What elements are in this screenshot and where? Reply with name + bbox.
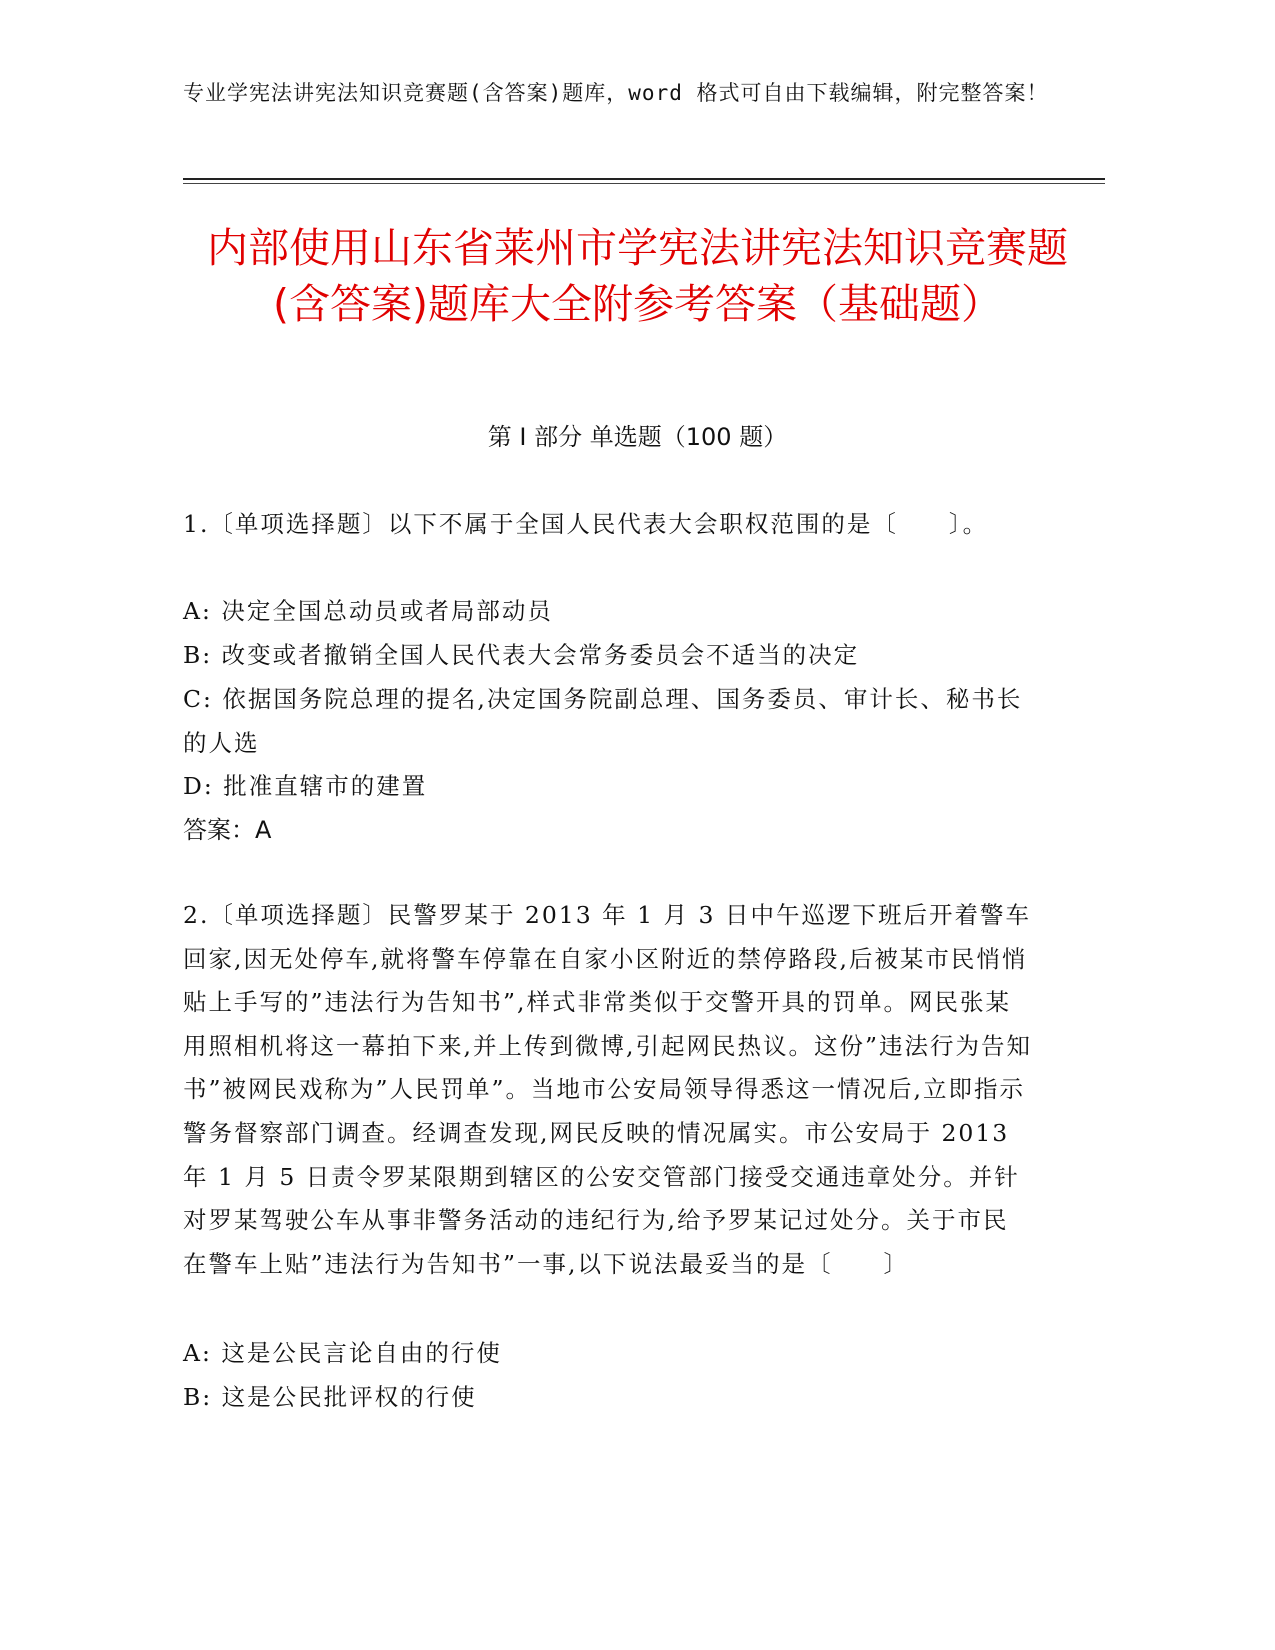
header-rule-thin (183, 183, 1105, 184)
header-rule-thick (183, 178, 1105, 180)
option-a: A: 这是公民言论自由的行使 (183, 1339, 502, 1367)
section-title: 第 I 部分 单选题（100 题） (487, 423, 788, 451)
option-d: D: 批准直辖市的建置 (183, 772, 428, 800)
option-b: B: 改变或者撤销全国人民代表大会常务委员会不适当的决定 (183, 641, 860, 669)
page-header: 专业学宪法讲宪法知识竞赛题(含答案)题库，word 格式可自由下载编辑，附完整答案！ (183, 81, 1049, 105)
option-a: A: 决定全国总动员或者局部动员 (183, 597, 553, 625)
document-title: 内部使用山东省莱州市学宪法讲宪法知识竞赛题(含答案)题库大全附参考答案（基础题） (207, 224, 1068, 328)
question-stem: 2.〔单项选择题〕民警罗某于 2013 年 1 月 3 日中午巡逻下班后开着警车回家,因无处停车,就将警车停靠在自家小区附近的禁停路段,后被某市民悄悄贴上手写的”违法行为告知书”,样式非常类似于交警开具的罚单。网民张某用照相机将这一幕拍下来,并上传到微博,引起网民热议。这份”违法行为告知书”被网民戏称为”人民罚单”。当地市公安局领导得悉这一情况后,立即指示警务督察部门调查。经调查发现,网民反映的情况属实。市公安局于 2013 年 1 月 5 日责令罗某限期到辖区的公安交管部门接受交通违章处分。并针对罗某驾驶公车从事非警务活动的违纪行为,给予罗某记过处分。关于市民在警车上贴”违法行为告知书”一事,以下说法最妥当的是〔 〕 (183, 901, 1032, 1278)
option-b: B: 这是公民批评权的行使 (183, 1383, 477, 1411)
answer-label: 答案：A (183, 816, 272, 844)
option-c: C: 依据国务院总理的提名,决定国务院副总理、国务委员、审计长、秘书长的人选 (183, 685, 1023, 757)
question-stem: 1.〔单项选择题〕以下不属于全国人民代表大会职权范围的是〔 〕。 (183, 510, 989, 538)
